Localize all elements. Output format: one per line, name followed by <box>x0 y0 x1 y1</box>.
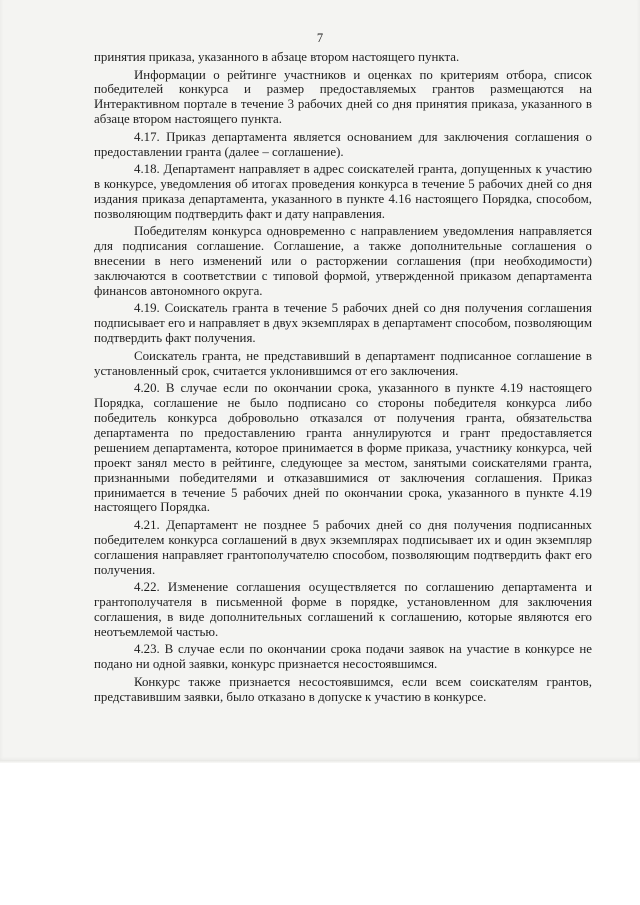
paragraph-4-23: 4.23. В случае если по окончании срока подачи заявок на участие в конкурсе не подано ни одной заявки, конкурс признается несостоявшимся. <box>94 642 592 672</box>
document-body <box>94 50 592 707</box>
paragraph-4-21: 4.21. Департамент не позднее 5 рабочих дней со дня получения подписанных победителем конкурса соглашений в двух экземплярах подписывает их и один экземпляр соглашения направляет грантополучателю способом, позволяющим подтвердить факт его получения. <box>94 517 592 577</box>
scan-edge <box>0 760 640 763</box>
paragraph-rating-info: Информации о рейтинге участников и оценках по критериям отбора, список победителей конкурса и размер предоставляемых грантов размещаются на Интерактивном портале в течение 3 рабочих дней со дня принятия приказа, указанного в абзаце втором настоящего пункта. <box>94 67 592 127</box>
paragraph-4-22: 4.22. Изменение соглашения осуществляется по соглашению департамента и грантополучателя в письменной форме в порядке, установленном для заключения соглашения, в виде дополнительных соглашений к соглашению, которые являются его неотъемлемой частью. <box>94 580 592 639</box>
page-number: 7 <box>316 31 324 45</box>
paragraph-failed-contest: Конкурс также признается несостоявшимся, если всем соискателям грантов, представившим заявки, было отказано в допуске к участию в конкурсе. <box>94 674 592 704</box>
paragraph-4-18: 4.18. Департамент направляет в адрес соискателей гранта, допущенных к участию в конкурсе, уведомления об итогах проведения конкурса в течение 5 рабочих дней со дня издания приказа департамента, указанного в пункте 4.16 настоящего Порядка, способом, позволяющим подтвердить факт и дату направления. <box>94 162 592 221</box>
paragraph-4-19: 4.19. Соискатель гранта в течение 5 рабочих дней со дня получения соглашения подписывает его и направляет в двух экземплярах в департамент способом, позволяющим подтвердить факт получения. <box>94 301 592 346</box>
paragraph-winners-agreement: Победителям конкурса одновременно с направлением уведомления направляется для подписания соглашение. Соглашение, а также дополнительные соглашения о внесении в него изменений или о расторжении соглашения (при необходимости) заключаются в соответствии с типовой формой, утвержденной приказом департамента финансов автономного округа. <box>94 224 592 298</box>
paragraph-evasion: Соискатель гранта, не представивший в департамент подписанное соглашение в установленный срок, считается уклонившимся от его заключения. <box>94 348 592 378</box>
paragraph-continuation: принятия приказа, указанного в абзаце втором настоящего пункта. <box>94 50 460 64</box>
paragraph-4-20: 4.20. В случае если по окончании срока, указанного в пункте 4.19 настоящего Порядка, соглашение не было подписано со стороны победителя конкурса либо победитель конкурса добровольно отказался от получения гранта, обязательства департамента по предоставлению гранта аннулируются и грант предоставляется решением департамента, которое принимается в форме приказа, участнику конкурса, чей проект занял место в рейтинге, следующее за местом, занятыми соискателями гранта, признанными победителями и отказавшимися от заключения соглашения. Приказ принимается в течение 5 рабочих дней по окончании срока, указанного в пункте 4.19 настоящего Порядка. <box>94 381 592 515</box>
paragraph-4-17: 4.17. Приказ департамента является основанием для заключения соглашения о предоставлении гранта (далее – соглашение). <box>94 129 592 159</box>
